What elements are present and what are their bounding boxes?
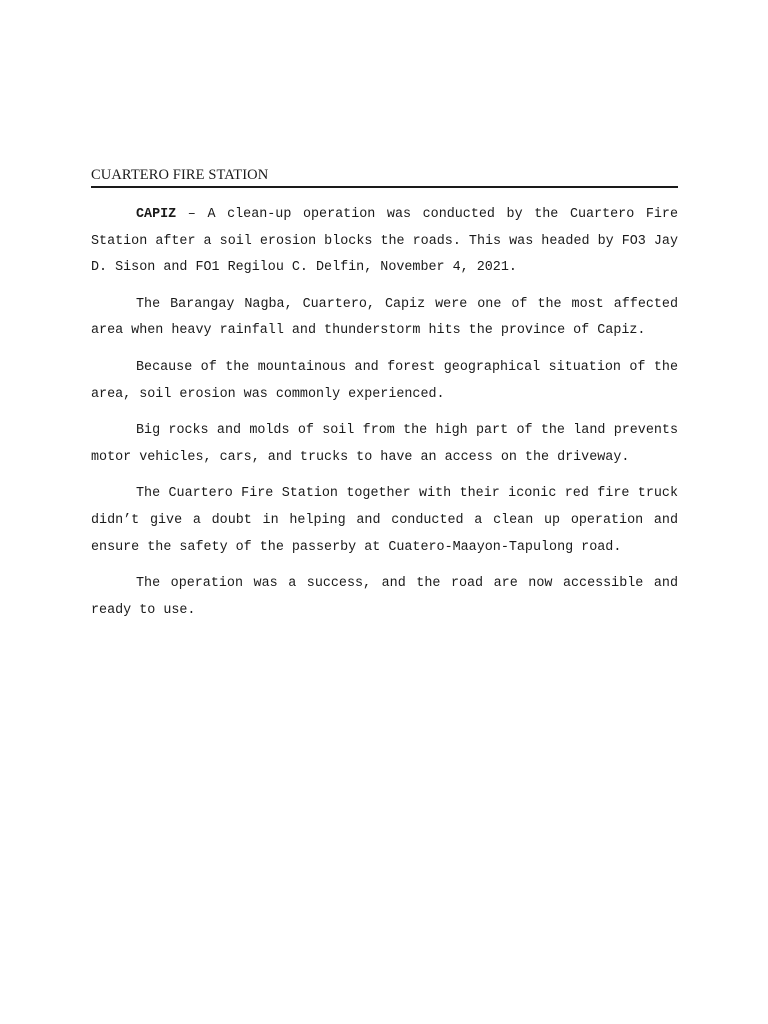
body-paragraph-3: Big rocks and molds of soil from the high part of the land prevents motor vehicles, cars, and trucks to have an access on the driveway. bbox=[91, 423, 678, 465]
page-header: CUARTERO FIRE STATION bbox=[91, 165, 678, 188]
dateline: CAPIZ bbox=[136, 207, 177, 222]
document-page bbox=[91, 165, 678, 634]
lead-paragraph bbox=[91, 202, 678, 282]
body-paragraph-2: Because of the mountainous and forest geographical situation of the area, soil erosion was commonly experienced. bbox=[91, 359, 678, 402]
lead-text: – A clean-up operation was conducted by the Cuartero Fire Station after a soil erosion blocks the roads. This was headed by FO3 Jay D. Sison and FO1 Regilou C. Delfin, November 4, 2021. bbox=[91, 207, 678, 276]
body-paragraph-1: The Barangay Nagba, Cuartero, Capiz were one of the most affected area when heavy rainfall and thunderstorm hits the province of Capiz. bbox=[91, 296, 678, 339]
body-paragraph-4: The Cuartero Fire Station together with their iconic red fire truck didn’t give a doubt in helping and conducted a clean up operation and ensure the safety of the passerby at Cuatero-Maayon-Tapulong road. bbox=[91, 486, 678, 555]
body-paragraph-5: The operation was a success, and the road are now accessible and ready to use. bbox=[91, 576, 678, 618]
